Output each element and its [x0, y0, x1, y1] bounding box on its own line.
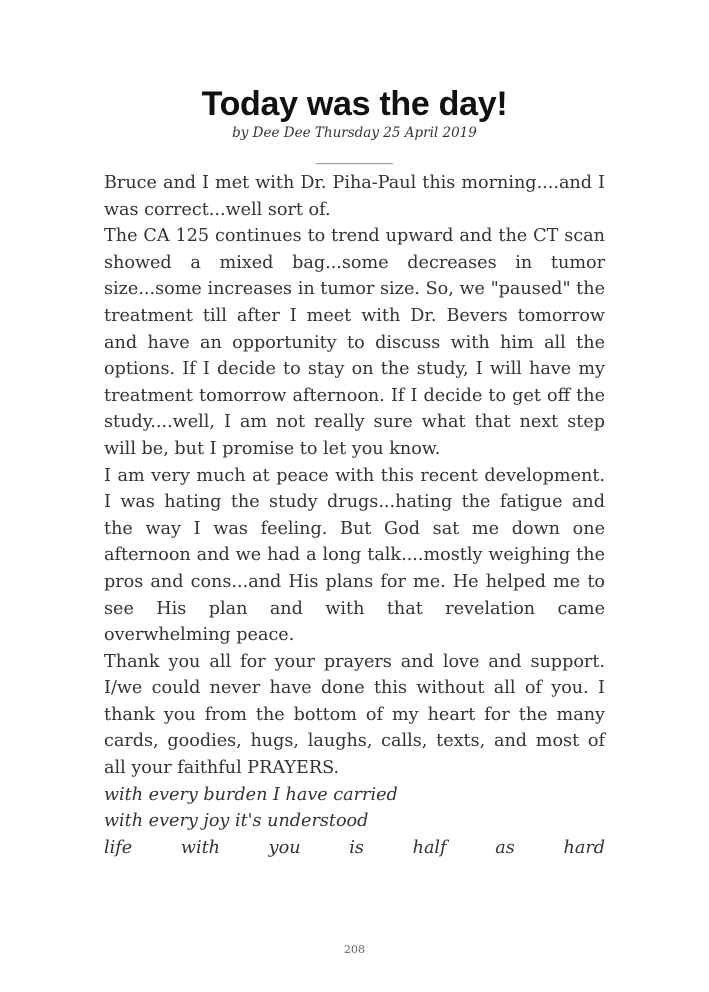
page-number: 208: [344, 943, 365, 956]
paragraph: Thank you all for your prayers and love and support. I/we could never have done this without all of you. I thank you from the bottom of my heart for the many cards, goodies, hugs, laughs, calls, texts, and most of all your faithful PRAYERS.: [104, 651, 605, 779]
verse-line: life with you is half as hard: [104, 837, 605, 858]
verse-line: with every burden I have carried: [104, 784, 398, 805]
divider: ___________: [316, 149, 393, 165]
verse-line: with every joy it's understood: [104, 811, 369, 832]
article-body: [104, 170, 605, 861]
paragraph: I am very much at peace with this recent development. I was hating the study drugs...hating the fatigue and the way I was feeling. But God sat me down one afternoon and we had a long talk....mostly weighing the pros and cons...and His plans for me. He helped me to see His plan and with that revelation came overwhelming peace.: [104, 465, 605, 646]
article: [104, 0, 605, 861]
article-byline: by Dee Dee Thursday 25 April 2019: [232, 125, 477, 141]
paragraph: Bruce and I met with Dr. Piha-Paul this morning....and I was correct...well sort of.: [104, 173, 605, 220]
paragraph: The CA 125 continues to trend upward and the CT scan showed a mixed bag...some decreases in tumor size...some increases in tumor size. So, we "paused" the treatment till after I meet with Dr. Bevers tomorrow and have an opportunity to discuss with him all the options. If I decide to stay on the study, I will have my treatment tomorrow afternoon. If I decide to get off the study....well, I am not really sure what that next step will be, but I promise to let you know.: [104, 226, 605, 459]
article-title: Today was the day!: [201, 85, 508, 123]
